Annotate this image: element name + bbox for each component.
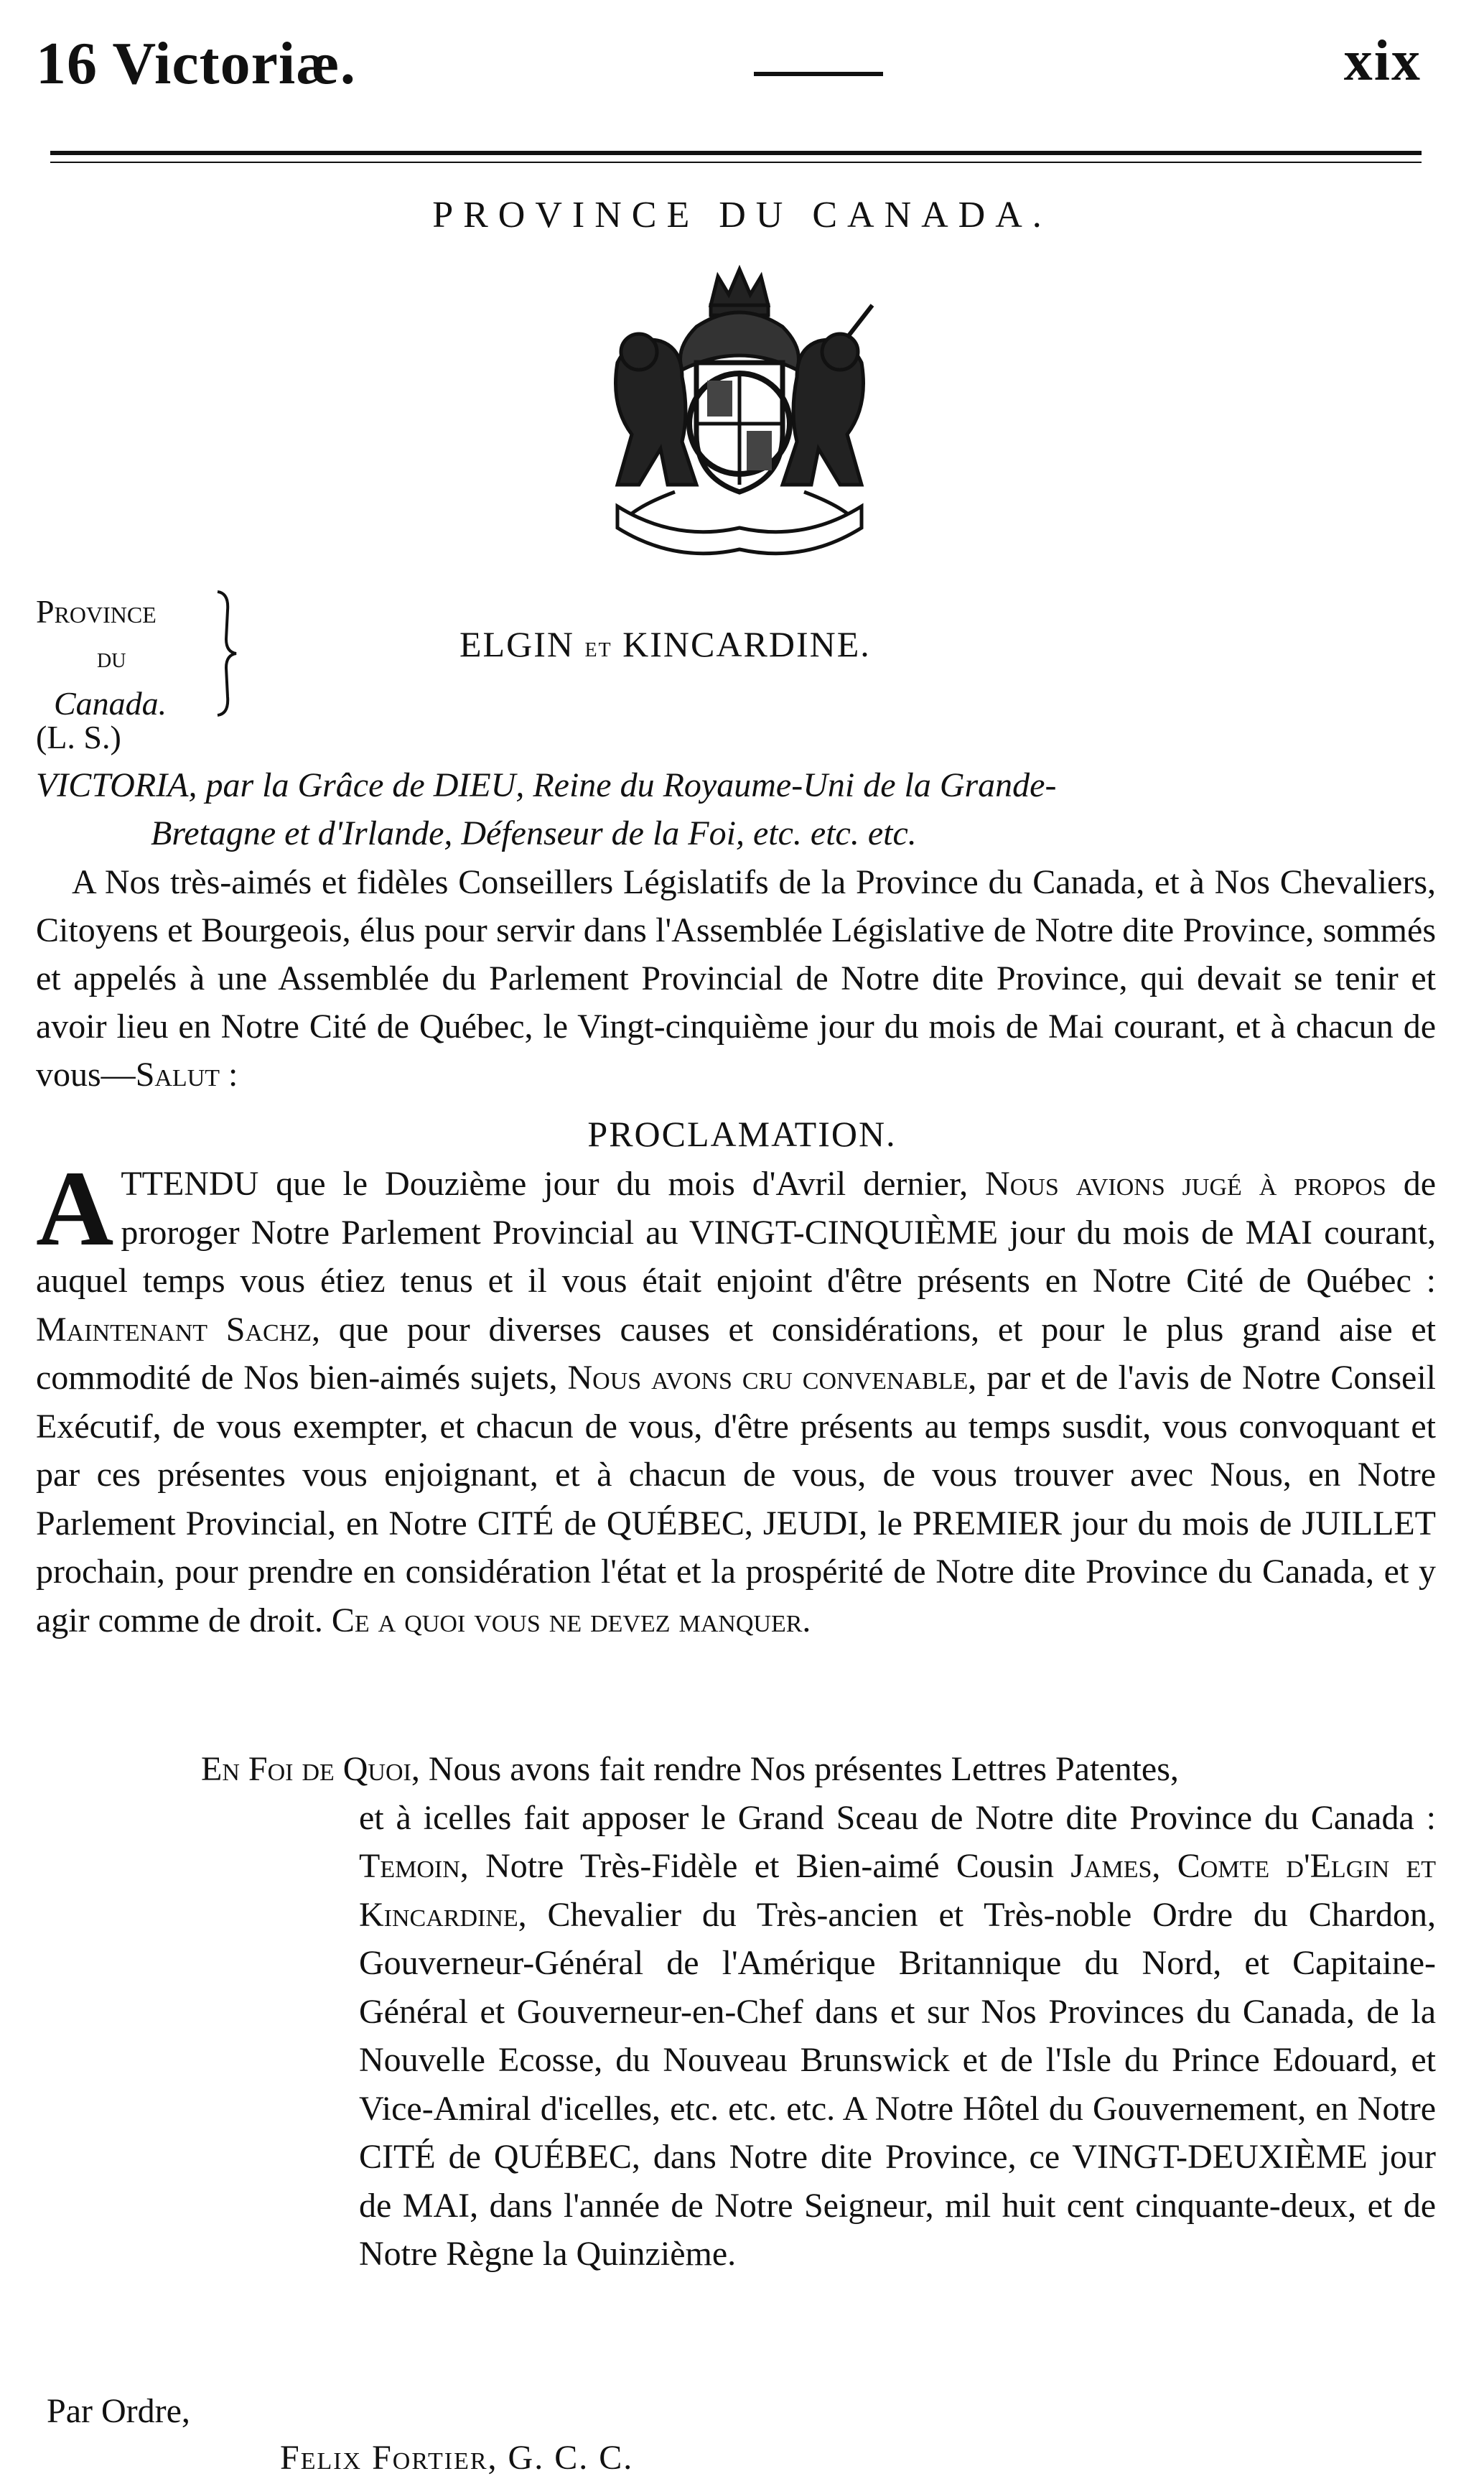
province-title: PROVINCE DU CANADA.: [432, 195, 1052, 236]
procl-text-1: TTENDU que le Douzième jour du mois d'Avril dernier,: [121, 1165, 986, 1203]
curly-brace-icon: [212, 589, 241, 718]
witness-smallcaps-2: Temoin: [359, 1847, 460, 1885]
salut-word: Salut :: [135, 1056, 238, 1094]
procl-smallcaps-3: Nous avons cru convenable: [567, 1359, 969, 1397]
procl-smallcaps-4: Ce a quoi vous ne devez manquer.: [331, 1601, 811, 1639]
procl-text-4: , par et de l'avis de Notre Conseil Exécutif, de vous exempter, et chacun de vous, d'être présents au temps susdit, vous convoquant et par ces présentes vous enjoignant, et à chacun de vous, de vous trouver avec Nous, en Notre Parlement Provincial, en Notre CITÉ de QUÉBEC, JEUDI, le PREMIER jour du mois de JUILLET prochain, pour prendre en considération l'état et la prospérité de Notre dite Province du Canada, et y agir comme de droit.: [36, 1359, 1437, 1639]
margin-line-canada: Canada.: [54, 685, 167, 722]
governor-title: [459, 623, 871, 665]
proclamation-title: PROCLAMATION.: [587, 1114, 897, 1154]
margin-line-du: du: [97, 641, 126, 674]
address-paragraph: [36, 858, 1436, 1099]
governor-name-kincardine: KINCARDINE.: [622, 624, 871, 664]
drop-cap: A: [36, 1149, 114, 1268]
witness-smallcaps-1: En Foi de Quoi: [201, 1750, 411, 1788]
governor-name-elgin: ELGIN: [459, 624, 574, 664]
margin-line-province: Province: [36, 593, 157, 630]
witness-text-4: , Chevalier du Très-ancien et Très-noble Ordre du Chardon, Gouverneur-Général de l'Amérique Britannique du Nord, et Capitaine-Général et Gouverneur-en-Chef dans et sur Nos Provinces du Canada, de la Nouvelle Ecosse, du Nouveau Brunswick et de l'Isle du Prince Edouard, et Vice-Amiral d'icelles, etc. etc. etc. A Notre Hôtel du Gouvernement, en Notre CITÉ de QUÉBEC, dans Notre dite Province, ce VINGT-DEUXIÈME jour de MAI, dans l'année de Notre Seigneur, mil huit cent cinquante-deux, et de Notre Règne la Quinzième.: [359, 1895, 1436, 2273]
running-head: 16 Victoriæ.: [36, 30, 356, 97]
royal-coat-of-arms-icon: [589, 255, 890, 564]
royal-style: [36, 761, 1436, 857]
procl-smallcaps-1: Nous avions jugé à propos: [985, 1165, 1386, 1203]
witness-continuation: [201, 1794, 1436, 2279]
royal-style-line-1: VICTORIA, par la Grâce de DIEU, Reine du Royaume-Uni de la Grande-: [36, 766, 1057, 804]
page-header: [36, 22, 1436, 129]
locus-sigilli: (L. S.): [36, 719, 121, 755]
page-number: xix: [1343, 29, 1422, 93]
witness-text-1: , Nous avons fait rendre Nos présentes Lettres Patentes,: [411, 1750, 1179, 1788]
address-text: A Nos très-aimés et fidèles Conseillers Législatifs de la Province du Canada, et à Nos Chevaliers, Citoyens et Bourgeois, élus pour servir dans l'Assemblée Législative de Notre dite Province, sommés et appelés à une Assemblée du Parlement Provincial de Notre dite Province, qui devait se tenir et avoir lieu en Notre Cité de Québec, le Vingt-cinquième jour du mois de Mai courant, et à chacun de vous—: [36, 863, 1436, 1094]
witness-smallcaps-3: James, Comte d'Elgin et Kincardine: [359, 1847, 1436, 1934]
procl-text-3: , que pour diverses causes et considérations, et pour le plus grand aise et commodité de Nos bien-aimés sujets,: [36, 1310, 1436, 1397]
header-rule-thin: [50, 162, 1422, 163]
witness-clause: [201, 1745, 1436, 2279]
par-ordre: Par Ordre,: [47, 2392, 190, 2430]
header-dash: [754, 72, 883, 76]
signature: Felix Fortier, G. C. C.: [280, 2439, 634, 2477]
procl-text-2: de proroger Notre Parlement Provincial au VINGT-CINQUIÈME jour du mois de MAI courant, auquel temps vous étiez tenus et il vous était enjoint d'être présents en Notre Cité de Québec :: [36, 1165, 1436, 1300]
proclamation-paragraph: [36, 1149, 1437, 1644]
witness-text-3: , Notre Très-Fidèle et Bien-aimé Cousin: [459, 1847, 1071, 1885]
governor-connector: et: [584, 631, 612, 663]
witness-text-2: et à icelles fait apposer le Grand Sceau de Notre dite Province du Canada :: [359, 1798, 1436, 1837]
royal-style-line-2: Bretagne et d'Irlande, Défenseur de la Foi, etc. etc. etc.: [151, 814, 917, 852]
header-rule-thick: [50, 151, 1422, 155]
procl-smallcaps-2: Maintenant Sachz: [36, 1310, 312, 1349]
